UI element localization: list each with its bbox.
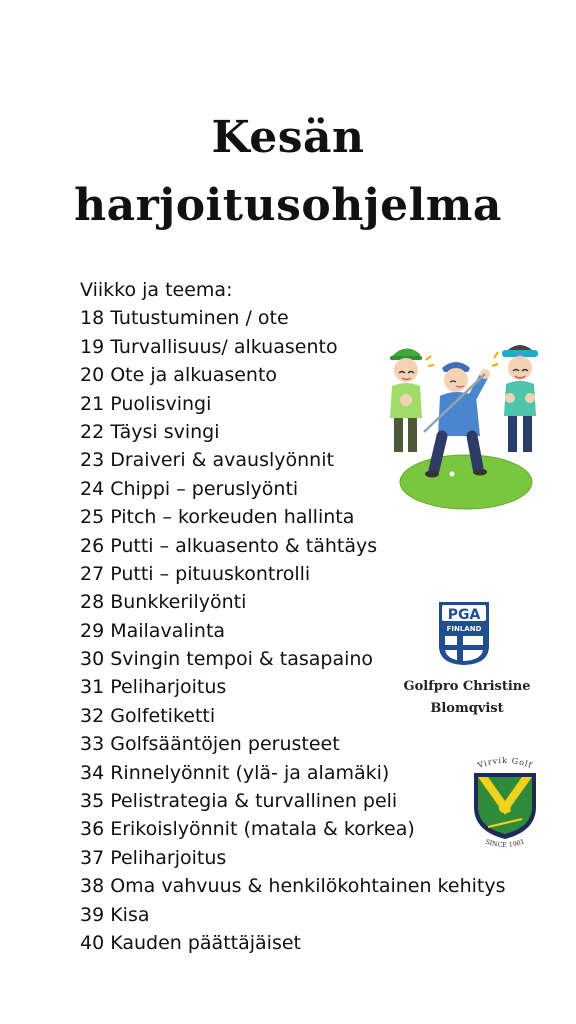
golfpro-name-line-2: Blomqvist bbox=[430, 701, 504, 716]
virvik-golf-crest-logo bbox=[466, 755, 544, 853]
list-item: 23 Draiveri & avauslyönnit bbox=[80, 449, 334, 472]
list-item: 35 Pelistrategia & turvallinen peli bbox=[80, 790, 398, 813]
page-title-line-2: harjoitusohjelma bbox=[74, 180, 502, 231]
list-item: 25 Pitch – korkeuden hallinta bbox=[80, 506, 355, 529]
list-item: 27 Putti – pituuskontrolli bbox=[80, 562, 311, 585]
finland-text: FINLAND bbox=[446, 625, 482, 633]
page-title-line-1: Kesän bbox=[211, 112, 365, 163]
pga-text: PGA bbox=[447, 607, 481, 623]
list-item: 29 Mailavalinta bbox=[80, 619, 226, 642]
golfpro-name-line-1: Golfpro Christine bbox=[403, 679, 531, 694]
list-item: 39 Kisa bbox=[80, 903, 150, 926]
crest-since-text: SINCE 1981 bbox=[484, 837, 526, 850]
list-item: 18 Tutustuminen / ote bbox=[80, 307, 289, 330]
list-item: 22 Täysi svingi bbox=[80, 420, 220, 443]
pga-finland-logo bbox=[437, 600, 491, 666]
spectator-right bbox=[492, 345, 538, 452]
list-item: 36 Erikoislyönnit (matala & korkea) bbox=[80, 818, 415, 841]
list-item: 34 Rinnelyönnit (ylä- ja alamäki) bbox=[80, 761, 390, 784]
crest-name-text: Virvik Golf bbox=[476, 755, 534, 770]
list-item: 33 Golfsääntöjen perusteet bbox=[80, 733, 340, 756]
list-item: 19 Turvallisuus/ alkuasento bbox=[80, 335, 338, 358]
program-header: Viikko ja teema: bbox=[80, 279, 233, 301]
list-item: 40 Kauden päättäjäiset bbox=[80, 931, 301, 954]
list-item: 28 Bunkkerilyönti bbox=[80, 591, 247, 614]
list-item: 26 Putti – alkuasento & tähtäys bbox=[80, 534, 378, 557]
list-item: 20 Ote ja alkuasento bbox=[80, 364, 278, 387]
crest-letter: G bbox=[498, 798, 512, 817]
list-item: 30 Svingin tempoi & tasapaino bbox=[80, 648, 374, 671]
list-item: 24 Chippi – peruslyönti bbox=[80, 477, 299, 500]
list-item: 32 Golfetiketti bbox=[80, 704, 216, 727]
spectator-left bbox=[390, 348, 434, 452]
list-item: 31 Peliharjoitus bbox=[80, 676, 227, 699]
list-item: 38 Oma vahvuus & henkilökohtainen kehitys bbox=[80, 875, 506, 898]
list-item: 21 Puolisvingi bbox=[80, 392, 212, 415]
golfer-illustration bbox=[384, 340, 544, 515]
list-item: 37 Peliharjoitus bbox=[80, 846, 227, 869]
